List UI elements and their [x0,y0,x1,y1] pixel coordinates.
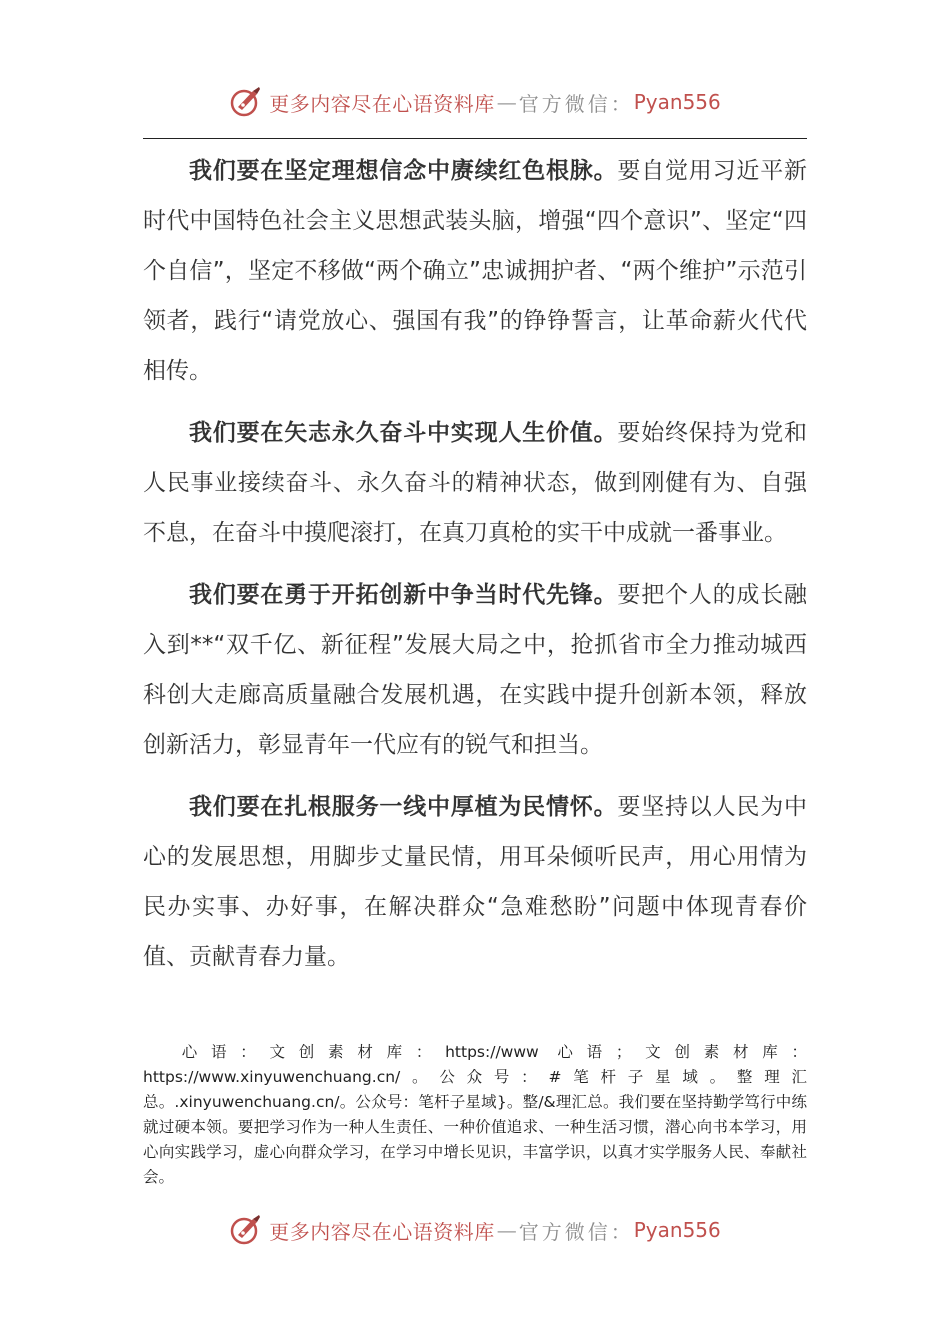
paragraph-2 [143,408,807,558]
paragraph-lead: 我们要在矢志永久奋斗中实现人生价值。 [189,420,618,446]
banner-wechat-id: Pyan556 [633,1218,721,1242]
banner-wechat-label: 官方微信： [518,1219,634,1244]
paragraph-lead: 我们要在勇于开拓创新中争当时代先锋。 [189,582,618,608]
footnote-text: 心语：文创素材库：https://www 心语；文创素材库：https://www.xinyuwenchuang.cn/。公众号：#笔杆子星域。整理汇总。.xinyuwenchuang.cn/。公众号：笔杆子星域}。整/&理汇总。我们要在坚持勤学笃行中练就过硬本领。要把学习作为一种人生责任、一种价值追求、一种生活习惯，潜心向书本学习，用心向实践学习，虚心向群众学习，在学习中增长见识，丰富学识，以真才实学服务人民、奉献社会。 [143,1043,807,1186]
paragraph-3 [143,570,807,770]
paragraph-body: 要始终保持为党和人民事业接续奋斗、永久奋斗的精神状态，做到刚健有为、自强不息，在奋斗中摸爬滚打，在真刀真枪的实干中成就一番事业。 [143,420,808,546]
banner-title: 更多内容尽在心语资料库 [269,1219,495,1244]
paragraph-body: 要把个人的成长融入到**“双千亿、新征程”发展大局之中，抢抓省市全力推动城西科创大走廊高质量融合发展机遇，在实践中提升创新本领，释放创新活力，彰显青年一代应有的锐气和担当。 [143,582,808,758]
paragraph-4 [143,782,807,982]
document-body [143,146,807,994]
paragraph-lead: 我们要在扎根服务一线中厚植为民情怀。 [189,794,618,820]
pen-nib-logo-icon [229,85,263,119]
banner-title: 更多内容尽在心语资料库 [269,91,495,116]
banner-separator: — [496,90,517,114]
banner-wechat-id: Pyan556 [633,90,721,114]
paragraph-body: 要自觉用习近平新时代中国特色社会主义思想武装头脑，增强“四个意识”、坚定“四个自信”，坚定不移做“两个确立”忠诚拥护者、“两个维护”示范引领者，践行“请党放心、强国有我”的铮铮誓言，让革命薪火代代相传。 [143,158,808,384]
header-divider [143,138,807,139]
banner-wechat-label: 官方微信： [518,91,634,116]
paragraph-lead: 我们要在坚定理想信念中赓续红色根脉。 [189,158,618,184]
paragraph-1 [143,146,807,396]
pen-nib-logo-icon [229,1213,263,1247]
header-banner [0,80,950,124]
paragraph-body: 要坚持以人民为中心的发展思想，用脚步丈量民情，用耳朵倾听民声，用心用情为民办实事、办好事，在解决群众“急难愁盼”问题中体现青春价值、贡献青春力量。 [143,794,808,970]
banner-separator: — [496,1218,517,1242]
footer-banner [0,1208,950,1252]
